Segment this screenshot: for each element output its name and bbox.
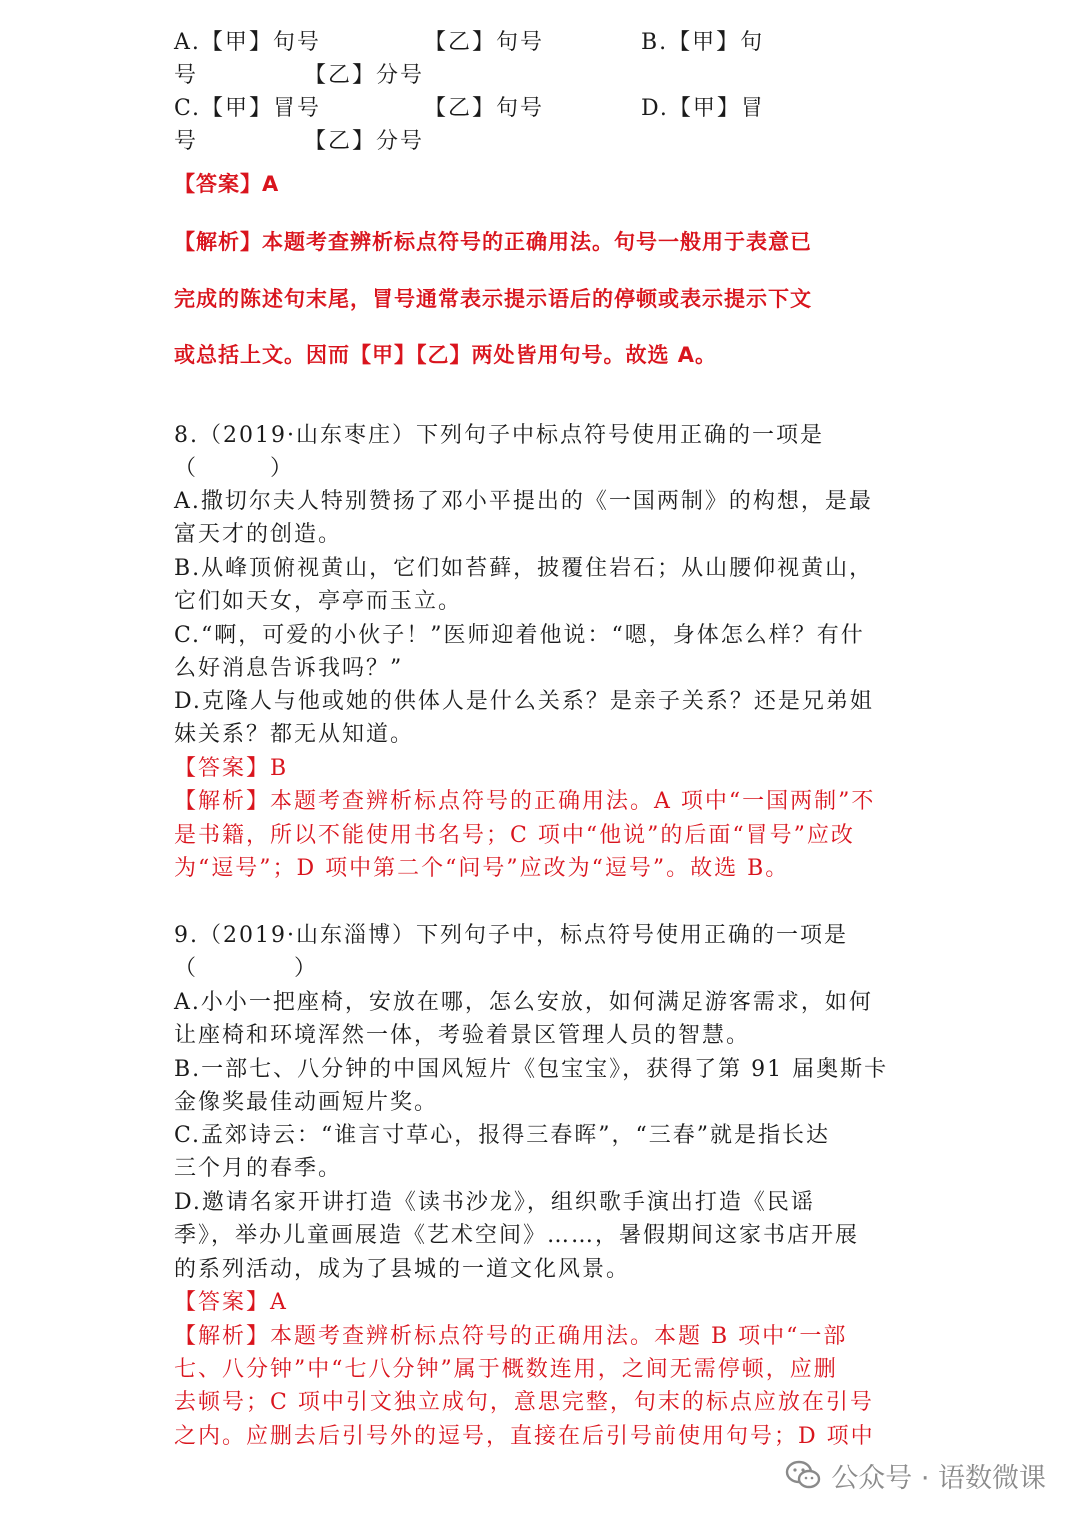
q9-analysis-line: 去顿号；C 项中引文独立成句，意思完整，句末的标点应放在引号	[174, 1390, 874, 1415]
q9-analysis-line: 【解析】本题考查辨析标点符号的正确用法。本题 B 项中“一部	[174, 1324, 848, 1349]
q8-option-line: C.“啊，可爱的小伙子！”医师迎着他说：“嗯，身体怎么样？有什	[174, 623, 865, 648]
q7-option-c-cont: 号	[174, 129, 199, 154]
q8-option-line: A.撒切尔夫人特别赞扬了邓小平提出的《一国两制》的构想，是最	[174, 489, 873, 514]
q9-answer: 【答案】A	[174, 1290, 288, 1315]
q9-option-line: 季》，举办儿童画展造《艺术空间》……，暑假期间这家书店开展	[174, 1223, 860, 1248]
q7-option-c: C.【甲】冒号	[174, 96, 322, 121]
q7-option-c-yi: 【乙】句号	[424, 96, 545, 121]
q8-analysis-line: 是书籍，所以不能使用书名号；C 项中“他说”的后面“冒号”应改	[174, 823, 855, 848]
q8-option-line: 妹关系？都无从知道。	[174, 722, 415, 747]
q7-option-d-yi: 【乙】分号	[304, 129, 425, 154]
q9-option-line: C.孟郊诗云：“谁言寸草心，报得三春晖”，“三春”就是指长达	[174, 1123, 831, 1148]
q8-option-line: B.从峰顶俯视黄山，它们如苔藓，披覆住岩石；从山腰仰视黄山，	[174, 556, 874, 581]
q7-option-a-cont: 号	[174, 63, 199, 88]
q9-option-line: A.小小一把座椅，安放在哪，怎么安放，如何满足游客需求，如何	[174, 990, 873, 1015]
wechat-icon	[785, 1460, 821, 1490]
q7-option-a: A.【甲】句号	[174, 30, 321, 55]
watermark-text: 公众号 · 语数微课	[831, 1462, 1046, 1494]
q7-option-a-yi: 【乙】句号	[424, 30, 545, 55]
q8-analysis-line: 【解析】本题考查辨析标点符号的正确用法。A 项中“一国两制”不	[174, 789, 876, 814]
q9-analysis-line: 之内。应删去后引号外的逗号，直接在后引号前使用句号；D 项中	[174, 1424, 875, 1449]
watermark	[785, 1455, 1046, 1495]
q9-stem: 9.（2019·山东淄博）下列句子中，标点符号使用正确的一项是	[174, 923, 848, 948]
q7-answer: 【答案】A	[174, 172, 280, 196]
q7-analysis-line: 【解析】本题考查辨析标点符号的正确用法。句号一般用于表意已	[174, 230, 812, 254]
q8-option-line: 么好消息告诉我吗？”	[174, 656, 404, 681]
q7-option-d: D.【甲】冒	[641, 96, 765, 121]
q9-option-line: 让座椅和环境浑然一体，考验着景区管理人员的智慧。	[174, 1023, 751, 1048]
q9-option-line: 的系列活动，成为了县城的一道文化风景。	[174, 1257, 631, 1282]
q8-blank: （ ）	[174, 456, 295, 481]
q9-option-line: B.一部七、八分钟的中国风短片《包宝宝》，获得了第 91 届奥斯卡	[174, 1057, 889, 1082]
q9-analysis-line: 七、八分钟”中“七八分钟”属于概数连用，之间无需停顿，应删	[174, 1357, 838, 1382]
q7-option-b: B.【甲】句	[641, 30, 765, 55]
q9-option-line: 金像奖最佳动画短片奖。	[174, 1090, 439, 1115]
q8-option-line: 它们如天女，亭亭而玉立。	[174, 589, 463, 614]
q8-option-line: 富天才的创造。	[174, 522, 343, 547]
q8-analysis-line: 为“逗号”；D 项中第二个“问号”应改为“逗号”。故选 B。	[174, 856, 790, 881]
q8-stem: 8.（2019·山东枣庄）下列句子中标点符号使用正确的一项是	[174, 423, 824, 448]
q7-analysis-line: 或总括上文。因而【甲】【乙】两处皆用句号。故选 A。	[174, 343, 718, 367]
q9-option-line: D.邀请名家开讲打造《读书沙龙》，组织歌手演出打造《民谣	[174, 1190, 815, 1215]
q7-option-b-yi: 【乙】分号	[304, 63, 425, 88]
q9-option-line: 三个月的春季。	[174, 1156, 343, 1181]
q8-answer: 【答案】B	[174, 756, 289, 781]
q7-analysis-line: 完成的陈述句末尾，冒号通常表示提示语后的停顿或表示提示下文	[174, 287, 812, 311]
q9-blank: （ ）	[174, 956, 319, 981]
q8-option-line: D.克隆人与他或她的供体人是什么关系？是亲子关系？还是兄弟姐	[174, 689, 874, 714]
